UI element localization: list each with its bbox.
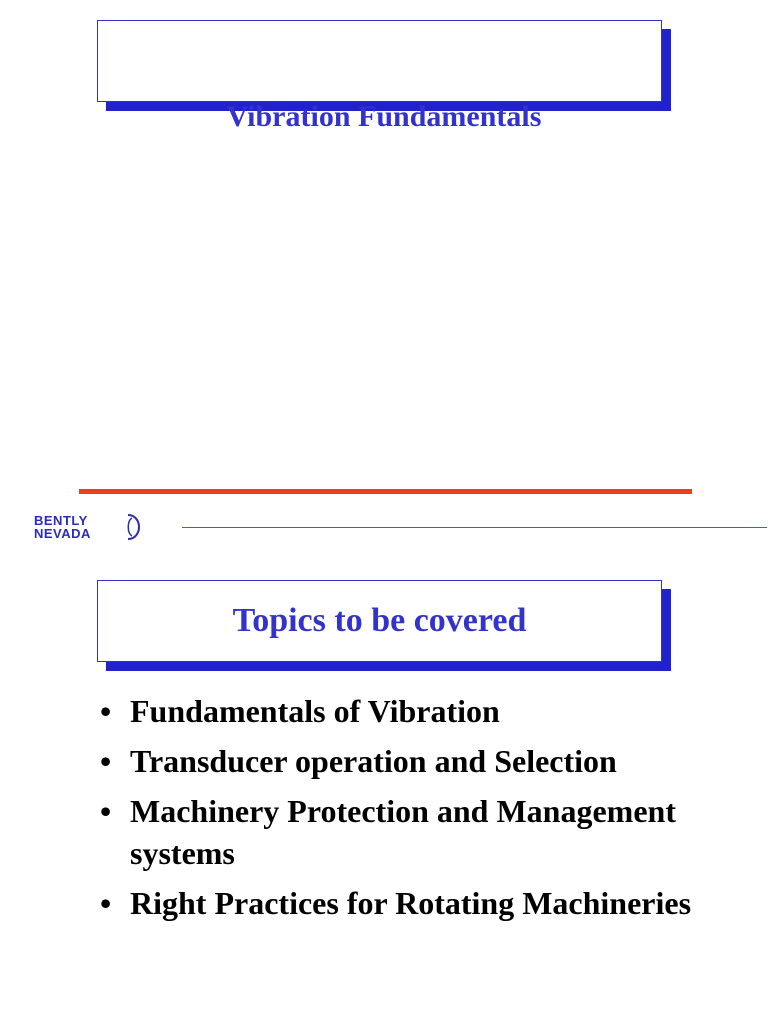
title-box (97, 20, 662, 102)
list-item (100, 690, 740, 732)
bullet-icon: • (100, 885, 112, 921)
logo-arc-icon (122, 512, 146, 542)
header-rule (182, 527, 767, 528)
topic-text: Fundamentals of Vibration (130, 693, 500, 729)
list-item (100, 740, 740, 782)
red-divider (79, 489, 692, 494)
logo-line-2: NEVADA (34, 526, 91, 541)
logo-text (34, 514, 91, 540)
bullet-icon: • (100, 793, 112, 829)
slide-title: Topics to be covered (232, 602, 527, 639)
list-item (100, 790, 740, 874)
topics-list (100, 690, 740, 932)
topic-text: Transducer operation and Selection (130, 743, 617, 779)
slide-title: Vibration Fundamentals (226, 100, 542, 133)
slide-2 (0, 512, 768, 1024)
list-item (100, 882, 740, 924)
topic-text: Right Practices for Rotating Machineries (130, 885, 692, 921)
topic-text: Machinery Protection and Management systems (130, 793, 676, 871)
bullet-icon: • (100, 693, 112, 729)
bullet-icon: • (100, 743, 112, 779)
logo-line-1: BENTLY (34, 513, 88, 528)
